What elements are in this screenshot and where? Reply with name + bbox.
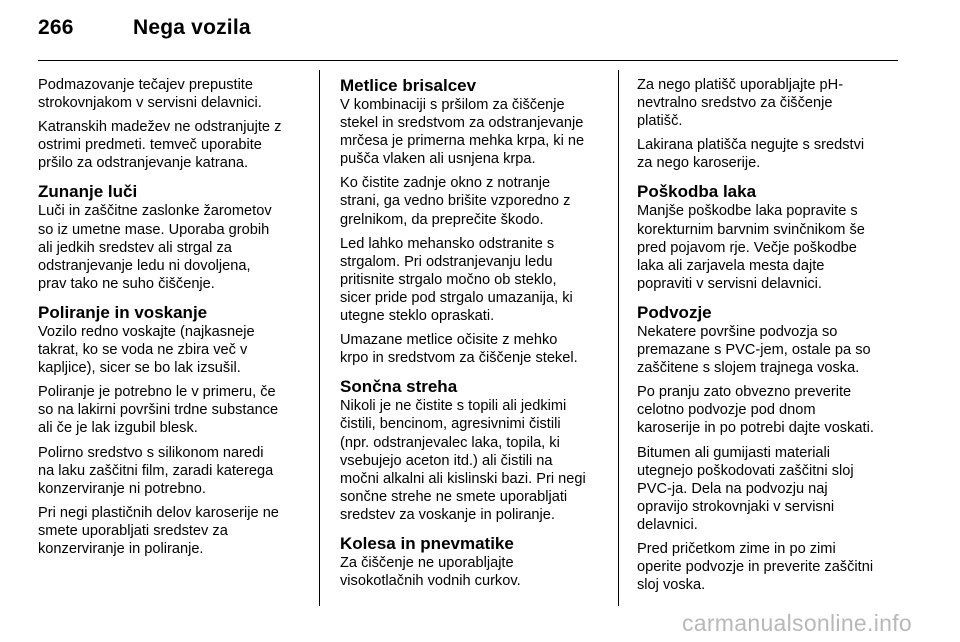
paragraph-paint-damage: Manjše poškodbe laka popravite s korekturnim barvnim svinčnikom še pred pojavom rje. Večje poškodbe laka ali zarjavela mesta dajte popraviti v servisni delavnici. bbox=[637, 203, 865, 292]
paragraph-polishing: Poliranje je potrebno le v primeru, če so na lakirni površini trdne substance ali če je lak izgubil blesk. bbox=[38, 384, 279, 437]
column-right bbox=[637, 76, 907, 600]
column-divider-2 bbox=[618, 70, 619, 606]
header-divider bbox=[38, 60, 898, 61]
paragraph-bitumen: Bitumen ali gumijasti materiali utegnejo poškodovati zaščitni sloj PVC-ja. Dela na podvozju naj opravijo strokovnjaki v servisni delavnici. bbox=[637, 444, 854, 533]
column-middle bbox=[340, 76, 608, 596]
heading-sunroof: Sončna streha bbox=[340, 377, 458, 397]
heading-polishing-waxing: Poliranje in voskanje bbox=[38, 302, 208, 322]
paragraph-underbody-check: Po pranju zato obvezno preverite celotno podvozje pod dnom karoserije in po potrebi dajte voskati. bbox=[637, 384, 874, 437]
heading-underbody: Podvozje bbox=[637, 302, 712, 322]
paragraph-painted-rims: Lakirana platišča negujte s sredstvi za nego karoserije. bbox=[637, 137, 865, 172]
paragraph-wheels-tyres: Za čiščenje ne uporabljajte visokotlačnih vodnih curkov. bbox=[340, 554, 521, 590]
paragraph-glass-cleaning: V kombinaciji s pršilom za čiščenje stekel in sredstvom za odstranjevanje mrčesa je primerna mehka krpa, ki ne pušča vlaken ali usnjena krpa. bbox=[340, 97, 585, 168]
paragraph-rim-care: Za nego platišč uporabljajte pH- nevtralno sredstvo za čiščenje platišč. bbox=[637, 77, 844, 130]
heading-wiper-blades: Metlice brisalcev bbox=[340, 76, 477, 95]
paragraph-underbody-coating: Nekatere površine podvozja so premazane s PVC-jem, ostale pa so zaščitene s slojem trajnega voska. bbox=[637, 323, 871, 377]
column-divider-1 bbox=[319, 70, 320, 606]
paragraph-ice-removal: Led lahko mehansko odstranite s strgalom. Pri odstranjevanju ledu pritisnite strgalo močno ob steklo, sicer pride pod strgalo umazanija, ki utegne steklo opraskati. bbox=[340, 235, 573, 325]
paragraph-sunroof: Nikoli je ne čistite s topili ali jedkimi čistili, bencinom, agresivnimi čistili (npr. odstranjevalec laka, topila, ki vsebujejo aceton itd.) ali čistili na močni alkalni ali kislinski bazi. Pri negi sončne strehe ne smete uporabljati sredstev za voskanje in poliranje. bbox=[340, 398, 586, 523]
paragraph-wiper-cleaning: Umazane metlice očisite z mehko krpo in sredstvom za čiščenje stekel. bbox=[340, 332, 578, 367]
heading-paint-damage: Poškodba laka bbox=[637, 182, 757, 202]
page-title: Nega vozila bbox=[133, 16, 251, 39]
heading-wheels-tyres: Kolesa in pnevmatike bbox=[340, 533, 514, 553]
paragraph-winter: Pred pričetkom zime in po zimi operite podvozje in preverite zaščitni sloj voska. bbox=[637, 540, 874, 594]
heading-exterior-lights: Zunanje luči bbox=[38, 182, 138, 202]
page-header bbox=[38, 16, 251, 40]
paragraph-waxing: Vozilo redno voskajte (najkasneje takrat, ko se voda ne zbira več v kapljice), sicer se bo lak izsušil. bbox=[38, 323, 255, 377]
page-number: 266 bbox=[38, 16, 74, 39]
paragraph-plastic-parts: Pri negi plastičnih delov karoserije ne smete uporabljati sredstev za konzerviranje in poliranje. bbox=[38, 504, 279, 557]
paragraph-rear-window: Ko čistite zadnje okno z notranje strani, ga vedno brišite vzporedno z grelnikom, da preprečite škodo. bbox=[340, 175, 571, 228]
paragraph-exterior-lights: Luči in zaščitne zaslonke žarometov so iz umetne mase. Uporaba grobih ali jedkih sredstev ali strgal za odstranjevanje ledu ni dovoljena, prav tako ne suho čiščenje. bbox=[38, 203, 272, 292]
paragraph-silicone-polish: Polirno sredstvo s silikonom naredi na laku zaščitni film, zaradi katerega konzerviranje ni potrebno. bbox=[38, 444, 274, 497]
watermark: carmanualsonline.info bbox=[681, 610, 912, 636]
paragraph-tar-stains: Katranskih madežev ne odstranjujte z ostrimi predmeti. temveč uporabite pršilo za odstranjevanje katrana. bbox=[38, 119, 282, 172]
paragraph-hinges: Podmazovanje tečajev prepustite strokovnjakom v servisni delavnici. bbox=[38, 77, 262, 112]
column-left bbox=[38, 76, 306, 564]
